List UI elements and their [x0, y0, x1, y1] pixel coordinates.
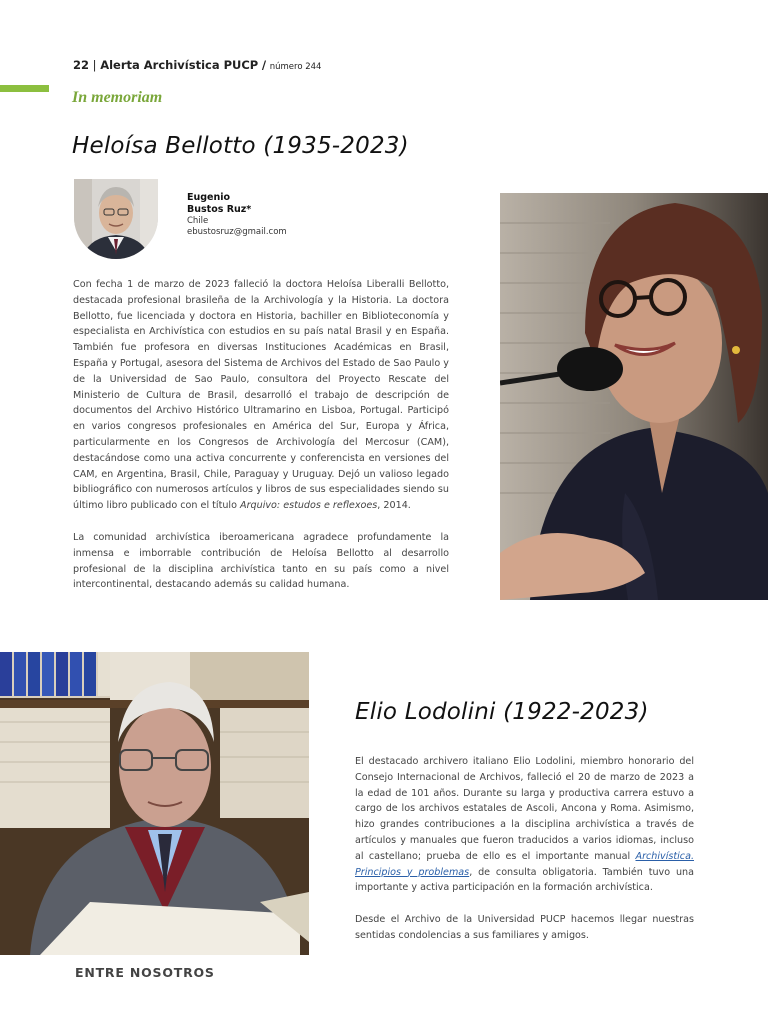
section-label: In memoriam [72, 89, 163, 106]
article2-body [355, 754, 694, 944]
article2-p1-end: , de consulta obligatoria. También tuvo una importante y activa participación en la formación archivística. [355, 866, 694, 894]
page-number: 22 [73, 58, 90, 72]
author-last-name: Bustos Ruz* [187, 204, 252, 215]
author-block [187, 192, 287, 238]
accent-bar [0, 85, 49, 92]
article2-p1-text: El destacado archivero italiano Elio Lodolini, miembro honorario del Consejo Internacional de Archivos, falleció el 20 de marzo de 2023 a la edad de 101 años. Durante su larga y productiva carrera estuvo a cargo de los archivos estatales de Ascoli, Ancona y Roma. Asimismo, hizo grandes contribuciones a la disciplina archivística a través de artículos y manuales que fueron traducidos a varios idiomas, incluso al castellano; prueba de ello es el importante manual [355, 756, 694, 862]
article2-paragraph-1 [355, 754, 694, 896]
header-slash: / [261, 58, 267, 72]
running-header [73, 58, 321, 72]
author-email[interactable]: ebustosruz@gmail.com [187, 227, 287, 237]
section-footer: ENTRE NOSOTROS [75, 965, 215, 980]
article1-title: Heloísa Bellotto (1935-2023) [72, 133, 409, 159]
article2-title: Elio Lodolini (1922-2023) [355, 699, 649, 725]
issue-number: número 244 [269, 62, 322, 72]
article1-paragraph-2: La comunidad archivística iberoamericana agradece profundamente la inmensa e imborrable contribución de Heloísa Bellotto al desarrollo profesional de la disciplina archivística tanto en su país como a nivel intercontinental, destacando además su calidad humana. [73, 531, 449, 591]
heloisa-bellotto-photo [500, 193, 768, 600]
author-country: Chile [187, 216, 209, 226]
manual-link[interactable]: Archivística. Principios y problemas [355, 850, 694, 878]
header-separator: | [92, 58, 97, 72]
article1-body [73, 277, 449, 593]
article1-p1-text: Con fecha 1 de marzo de 2023 falleció la doctora Heloísa Liberalli Bellotto, destacada profesional brasileña de la Archivología y la Historia. La doctora Bellotto, fue licenciada y doctora en Historia, bachiller en Biblioteconomía y especialista en Archivística con estudios en su país natal Brasil y en España. También fue profesora en diversas Instituciones Académicas en Brasil, España y Portugal, asesora del Sistema de Archivos del Estado de Sao Paulo y de la Universidad de Sao Paulo, consultora del Proyecto Rescate del Ministerio de Cultura de Brasil, desarrolló el trabajo de descripción de documentos del Archivo Histórico Ultramarino en Lisboa, Portugal. Participó en varios congresos profesionales en América del Sur, Europa y África, particularmente en los Congresos de Archivología del Mercosur (CAM), destacándose como una activa concurrente y conferencista en versiones del CAM, en Argentina, Brasil, Chile, Paraguay y Uruguay. Dejó un valioso legado bibliográfico con numerosos artículos y libros de sus especialidades siendo su último libro publicado con el título [73, 279, 449, 512]
author-photo [74, 179, 158, 259]
article1-paragraph-1 [73, 277, 449, 514]
publication-name: Alerta Archivística PUCP [100, 58, 259, 72]
article2-paragraph-2: Desde el Archivo de la Universidad PUCP hacemos llegar nuestras sentidas condolencias a sus familiares y amigos. [355, 914, 694, 941]
author-first-name: Eugenio [187, 192, 231, 203]
article1-p1-end: , 2014. [377, 500, 411, 512]
book-title: Arquivo: estudos e reflexoes [240, 500, 378, 512]
elio-lodolini-photo [0, 652, 309, 955]
